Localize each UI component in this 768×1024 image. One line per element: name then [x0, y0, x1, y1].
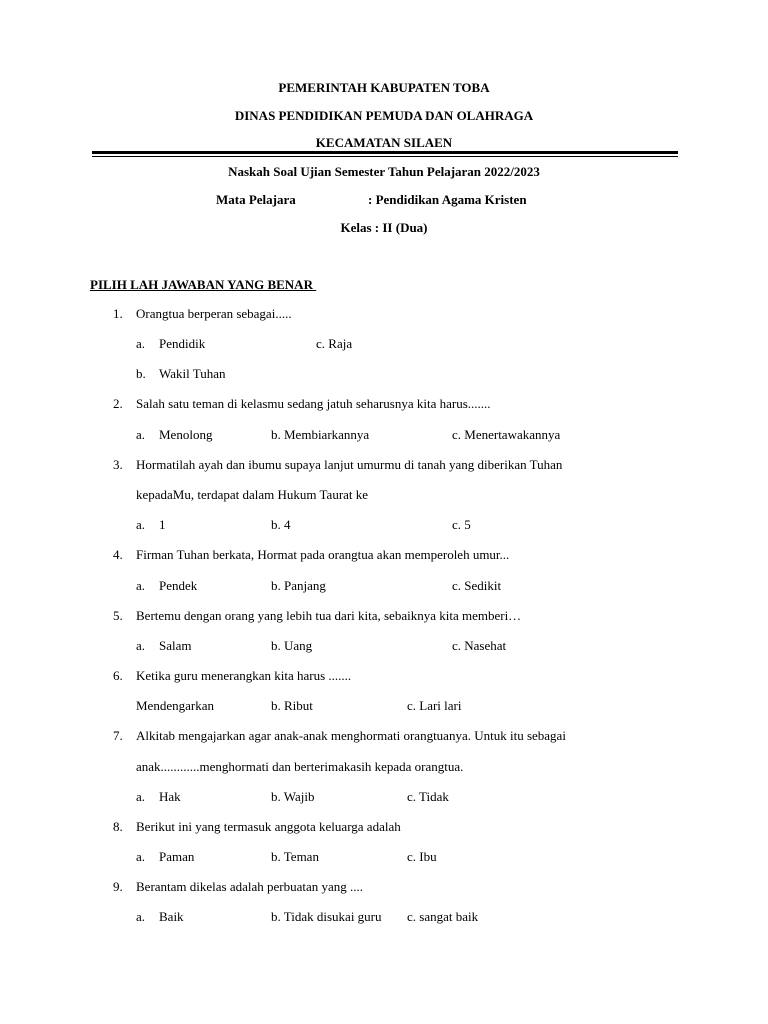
question-number: 5.: [113, 608, 123, 623]
question-text: Ketika guru menerangkan kita harus .......: [136, 668, 352, 683]
option-marker: a.: [136, 789, 146, 804]
exam-title: Naskah Soal Ujian Semester Tahun Pelajaran 2022/2023: [228, 164, 540, 179]
class-info: Kelas : II (Dua): [340, 220, 428, 235]
question-text: anak............menghormati dan berterimakasih kepada orangtua.: [136, 759, 464, 774]
question-text: Salah satu teman di kelasmu sedang jatuh seharusnya kita harus.......: [136, 396, 491, 411]
option-text: c. Nasehat: [452, 638, 507, 653]
option-text: c. Raja: [316, 336, 353, 351]
option-text: b. Ribut: [271, 698, 313, 713]
question-text: Berikut ini yang termasuk anggota keluarga adalah: [136, 819, 401, 834]
option-text: b. Membiarkannya: [271, 427, 370, 442]
option-text: b. 4: [271, 517, 291, 532]
option-text: c. Ibu: [407, 849, 437, 864]
question-number: 2.: [113, 396, 123, 411]
option-text: c. sangat baik: [407, 909, 479, 924]
header-government: PEMERINTAH KABUPATEN TOBA: [278, 80, 490, 95]
option-marker: a.: [136, 578, 146, 593]
option-marker: a.: [136, 517, 146, 532]
question-text: kepadaMu, terdapat dalam Hukum Taurat ke: [136, 487, 369, 502]
question-number: 4.: [113, 547, 123, 562]
option-marker: b.: [136, 366, 146, 381]
option-text: Pendidik: [159, 336, 206, 351]
option-text: Wakil Tuhan: [159, 366, 226, 381]
option-text: Pendek: [159, 578, 198, 593]
subject-label: Mata Pelajara: [216, 192, 296, 207]
option-text: Baik: [159, 909, 184, 924]
question-number: 9.: [113, 879, 123, 894]
header-divider-thick: [92, 151, 678, 154]
option-marker: a.: [136, 638, 146, 653]
option-text: b. Tidak disukai guru: [271, 909, 382, 924]
option-text: Hak: [159, 789, 181, 804]
question-number: 7.: [113, 728, 123, 743]
question-number: 3.: [113, 457, 123, 472]
option-text: Mendengarkan: [136, 698, 214, 713]
option-marker: a.: [136, 909, 146, 924]
header-divider-thin: [92, 156, 678, 157]
header-department: DINAS PENDIDIKAN PEMUDA DAN OLAHRAGA: [234, 108, 534, 123]
question-number: 8.: [113, 819, 123, 834]
question-number: 1.: [113, 306, 123, 321]
option-text: Paman: [159, 849, 195, 864]
question-text: Hormatilah ayah dan ibumu supaya lanjut umurmu di tanah yang diberikan Tuhan: [136, 457, 563, 472]
option-text: Salam: [159, 638, 192, 653]
question-text: Orangtua berperan sebagai.....: [136, 306, 292, 321]
option-marker: a.: [136, 849, 146, 864]
header-district: KECAMATAN SILAEN: [315, 135, 453, 150]
option-text: c. Tidak: [407, 789, 449, 804]
question-text: Berantam dikelas adalah perbuatan yang ....: [136, 879, 364, 894]
subject-value: : Pendidikan Agama Kristen: [368, 192, 527, 207]
question-text: Bertemu dengan orang yang lebih tua dari kita, sebaiknya kita memberi…: [136, 608, 522, 623]
option-text: c. Menertawakannya: [452, 427, 561, 442]
question-number: 6.: [113, 668, 123, 683]
instruction-heading: PILIH LAH JAWABAN YANG BENAR: [90, 277, 317, 292]
option-marker: a.: [136, 427, 146, 442]
option-text: c. Lari lari: [407, 698, 462, 713]
question-text: Alkitab mengajarkan agar anak-anak menghormati orangtuanya. Untuk itu sebagai: [136, 728, 566, 743]
option-text: b. Teman: [271, 849, 319, 864]
option-text: 1: [159, 517, 166, 532]
option-text: b. Panjang: [271, 578, 326, 593]
question-text: Firman Tuhan berkata, Hormat pada orangtua akan memperoleh umur...: [136, 547, 510, 562]
option-text: Menolong: [159, 427, 213, 442]
option-marker: a.: [136, 336, 146, 351]
option-text: c. Sedikit: [452, 578, 502, 593]
option-text: c. 5: [452, 517, 471, 532]
option-text: b. Wajib: [271, 789, 315, 804]
option-text: b. Uang: [271, 638, 313, 653]
